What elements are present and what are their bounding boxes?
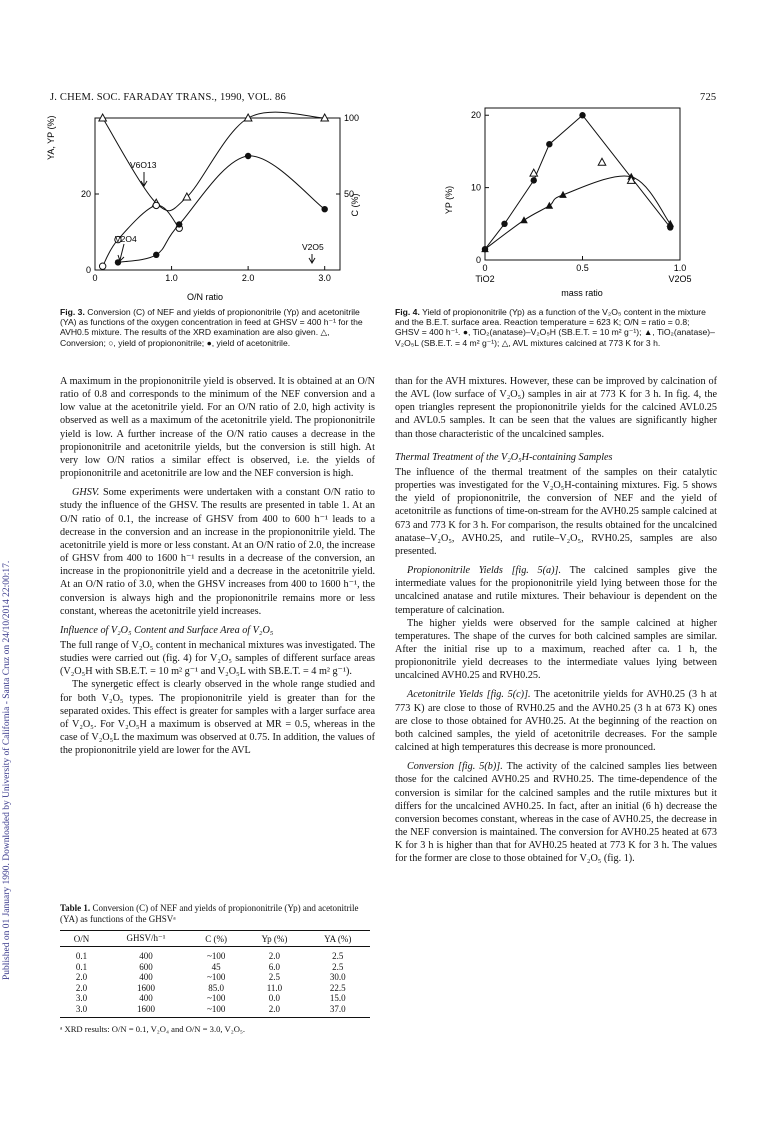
- table-cell: 1600: [103, 1004, 189, 1018]
- left-column: [60, 375, 375, 757]
- table-row: [60, 947, 370, 962]
- paragraph: A maximum in the propiononitrile yield is observed. It is obtained at an O/N ratio of 0.8 and corresponds to the minimum of the NEF conversion and a low value at the acetonitrile yield. For an O/N ratio of 2.0, high activity is observed as well as a maximum of the acetonitrile yield. The propiononitrile yield is low. A further increase of the O/N ratio causes a decrease in the propiononitrile and acetonitrile yields, but the conversion is still high. At very low O/N ratios a similar effect is observed, i.e. the yields of propiononitrile and acetonitrile are low and the NEF conversion is high.: [60, 376, 375, 480]
- paragraph: The synergetic effect is clearly observed in the whole range studied and for both V₂O₅ types. The propiononitrile yield is greater than for the separated oxides. This effect is greater for samples with a larger surface area of V₂O₅. For V₂O₅H a maximum is observed at MR = 0.5, whereas in the case of V₂O₅L the maximum was observed at 0.75. In addition, the values of the propiononitrile yield are lower for the AVL: [60, 679, 375, 757]
- table-cell: ~100: [206, 951, 226, 961]
- fig3-annotation-v2o5: V2O5: [302, 242, 324, 252]
- data-point: [579, 112, 585, 118]
- table-row: [60, 993, 370, 1004]
- table-cell: 400: [139, 993, 153, 1003]
- table-cell: 37.0: [305, 1004, 370, 1018]
- x-tick-label: 0.5: [576, 263, 589, 273]
- table-cell: 0.0: [268, 993, 281, 1003]
- data-point: [153, 252, 159, 258]
- paragraph: GHSV. Some experiments were undertaken with a constant O/N ratio to study the influence of the GHSV. The results are presented in table 1. At an O/N ratio of 0.1, the increase of GHSV from 400 to 600 h⁻¹ leads to a decrease in the conversion and an increase in the propiononitrile yield. The acetonitrile yield is more or less constant. At an O/N ratio of 2.0, the increase of GHSV from 400 to 1600 h⁻¹ results in a decrease of the conversion, an increase in the propiononitrile yield and a decrease in the acetonitrile yield. At an O/N ratio of 3.0, when the GHSV increases from 400 to 1600 h⁻¹, the conversion is always high and the propiononitrile remains more or less constant, whereas the acetonitrile yield increases.: [60, 487, 375, 617]
- fig3-annotation-v2o4: V2O4: [115, 234, 137, 244]
- data-point: [520, 216, 528, 223]
- y-tick-label: 0: [475, 255, 481, 265]
- running-header: J. CHEM. SOC. FARADAY TRANS., 1990, VOL. 86: [50, 92, 286, 103]
- fig3-chart: [40, 110, 370, 305]
- fig3-left-axis-label: YA, YP (%): [46, 115, 56, 160]
- y-tick-label: 100: [344, 113, 360, 123]
- table-cell: 30.0: [329, 972, 346, 982]
- data-point: [153, 202, 159, 208]
- table-cell: 3.0: [75, 993, 88, 1003]
- fig4-x-axis-label: mass ratio: [561, 288, 603, 298]
- table-cell: 6.0: [268, 961, 281, 972]
- table-cell: 2.0: [75, 972, 88, 982]
- y-tick-label: 0: [85, 265, 91, 275]
- table1-footnote: ᵃ XRD results: O/N = 0.1, V₂O₄ and O/N = 3.0, V₂O₅.: [60, 1024, 246, 1034]
- table-row: [60, 962, 370, 973]
- y-tick-label: 20: [80, 189, 91, 199]
- section-heading: Influence of V₂O₅ Content and Surface Area of V₂O₅: [60, 624, 274, 636]
- table-cell: 600: [139, 961, 153, 972]
- fig3-annotation-v6o13: V6O13: [130, 160, 157, 170]
- data-point: [501, 221, 507, 227]
- table-cell: 2.0: [268, 951, 281, 961]
- table-header-cell: O/N: [60, 931, 103, 947]
- fig3-caption: Fig. 3. Conversion (C) of NEF and yields of propiononitrile (Yp) and acetonitrile (YA) as functions of the oxygen concentration in feed at GHSV = 400 h⁻¹ for the AVH0.5 mixture. The results of the XRD examination are also given. △, Conversion; ○, yield of propiononitrile; ●, yield of acetonitrile.: [60, 307, 363, 348]
- data-point: [530, 169, 538, 176]
- x-tick-label: 2.0: [241, 273, 255, 283]
- data-point: [99, 263, 105, 269]
- table1: [60, 903, 375, 1034]
- table1-grid: [60, 930, 370, 1018]
- table-header-cell: GHSV/h⁻¹: [103, 931, 189, 947]
- table-cell: 15.0: [329, 993, 346, 1003]
- table-header-cell: Yp (%): [243, 931, 305, 947]
- fig4-caption: Fig. 4. Yield of propiononitrile (Yp) as a function of the V₂O₅ content in the mixture and the B.E.T. surface area. Reaction temperature = 623 K; O/N = ratio = 0.8; GHSV = 400 h⁻¹. ●, TiO₂(anatase)–V₂O₅H (SB.E.T. = 10 m² g⁻¹); ▲, TiO₂(anatase)–V₂O₅L (SB.E.T. = 4 m² g⁻¹); △, AVL mixtures calcined at 773 K for 3 h.: [395, 307, 715, 348]
- table-row: [60, 972, 370, 983]
- series-line: [485, 176, 670, 249]
- table-cell: 2.5: [332, 961, 344, 972]
- paragraph: The influence of the thermal treatment of the samples on their catalytic properties was investigated for the V₂O₅H-containing mixtures. Fig. 5 shows the yield of propiononitrile, the conversion of NEF and the yield of acetonitrile as functions of time-on-stream for the AVH0.25 sample calcined at 673 and 773 K for 3 h. For comparison, the results obtained for the uncalcined anatase–V₂O₅, AVH0.25, and rutile–V₂O₅, RVH0.25, samples are also presented.: [395, 466, 717, 557]
- fig3-right-axis-label: C (%): [350, 193, 360, 217]
- table-cell: 0.1: [75, 951, 88, 961]
- x-sub-label: TiO2: [475, 274, 495, 284]
- y-tick-label: 20: [470, 110, 481, 121]
- table-cell: 85.0: [208, 982, 225, 993]
- x-tick-label: 1.0: [673, 263, 687, 273]
- table-cell: ~100: [206, 972, 226, 982]
- right-column: [395, 375, 717, 865]
- table-cell: ~100: [206, 993, 226, 1003]
- data-point: [321, 206, 327, 212]
- paragraph: The higher yields were observed for the sample calcined at higher temperatures. The shape of the curves for both calcined samples are similar. After the initial rise up to a maximum, reached after ca. 1 h, the propiononitrile yield decreases to the intermediate values lying between uncalcined AVH0.25 and RVH0.25.: [395, 617, 717, 682]
- y-tick-label: 10: [470, 182, 481, 193]
- data-point: [176, 221, 182, 227]
- table-cell: 2.0: [75, 982, 88, 993]
- table-cell: 45: [211, 961, 221, 972]
- table-cell: 2.5: [268, 972, 281, 982]
- paragraph: Acetonitrile Yields [fig. 5(c)]. The acetonitrile yields for AVH0.25 (3 h at 773 K) are close to those of RVH0.25 and the AVH0.25 (3 h at 673 K) ones are close to those obtained for AVH0.25. At the beginning of the reaction on both calcined samples, the yield of acetonitrile decreases. For the sample calcined at high temperatures this decrease is more pronounced.: [395, 689, 718, 754]
- paragraph: Propiononitrile Yields [fig. 5(a)]. The calcined samples give the intermediate values for the propiononitrile yield lying between those for the uncalcined anatase and rutile mixtures. Their behaviour is dependent on the temperature of calcination.: [395, 565, 717, 616]
- data-point: [245, 153, 251, 159]
- y-tick-label: 50: [344, 189, 355, 199]
- x-tick-label: 3.0: [318, 273, 331, 283]
- table-cell: ~100: [189, 1004, 243, 1018]
- table-cell: 400: [139, 972, 153, 982]
- x-sub-label: V2O5: [668, 274, 692, 284]
- fig4-frame: [485, 108, 680, 260]
- data-point: [546, 141, 552, 147]
- data-point: [531, 177, 537, 183]
- page-number: 725: [700, 92, 717, 103]
- data-point: [598, 158, 606, 165]
- table-cell: 3.0: [60, 1004, 103, 1018]
- x-tick-label: 0: [92, 273, 98, 283]
- table-cell: 0.1: [75, 961, 88, 972]
- table-header-cell: C (%): [189, 931, 243, 947]
- x-tick-label: 1.0: [165, 273, 178, 283]
- fig3-x-axis-label: O/N ratio: [186, 292, 224, 302]
- paragraph: than for the AVH mixtures. However, these can be improved by calcination of the AVL (low surface of V₂O₅) samples in air at 773 K for 3 h. In fig. 4, the open triangles represent the propiononitrile yields for the calcined AVL0.25 and AVL0.5 samples. It can be seen that the values are significantly higher than those characteristic of the uncalcined samples.: [395, 376, 717, 440]
- table-cell: 400: [139, 951, 153, 961]
- table-cell: 22.5: [329, 982, 346, 993]
- table-cell: 2.0: [243, 1004, 305, 1018]
- table1-caption: Table 1. Conversion (C) of NEF and yields of propiononitrile (Yp) and acetonitrile (YA) as functions of the GHSVᵃ: [60, 903, 359, 924]
- download-watermark: Published on 01 January 1990. Downloaded by University of California - Santa Cruz on 24/10/2014 22:00:17.: [2, 560, 12, 980]
- table-row: [60, 983, 370, 994]
- paragraph: The full range of V₂O₅ content in mechanical mixtures was investigated. The studies were carried out (fig. 4) for V₂O₅ samples of different surface areas (V₂O₅H with SB.E.T. = 10 m² g⁻¹ and V₂O₅L with SB.E.T. = 4 m² g⁻¹).: [60, 639, 375, 678]
- paragraph: Conversion [fig. 5(b)]. The activity of the calcined samples lies between those for the calcined AVH0.25 and RVH0.25. The time-dependence of the conversion is similar for the calcined samples and the rutile mixtures but it differs for the uncalcined AVH0.25. In fact, after an initial (6 h) decrease the conversion becomes constant, whereas in the case of AVH0.25, the decrease in the NEF conversion is maintained. The conversion for AVH0.25 heated at 673 K for 3 h is higher than that for AVH0.25 heated at 773 K for 3 h. The values for the former are close to those obtained for V₂O₅ (fig. 1).: [395, 761, 717, 865]
- x-tick-label: 0: [482, 263, 488, 273]
- fig4-chart: [440, 100, 710, 300]
- table-cell: 11.0: [266, 982, 283, 993]
- fig4-y-axis-label: YP (%): [444, 185, 454, 215]
- table-cell: 2.5: [332, 951, 344, 961]
- section-heading: Thermal Treatment of the V₂O₅H-containing Samples: [395, 451, 613, 463]
- table-row: [60, 1004, 370, 1018]
- series-line: [485, 115, 670, 249]
- table-cell: 1600: [136, 982, 155, 993]
- table-header-cell: YA (%): [305, 931, 370, 947]
